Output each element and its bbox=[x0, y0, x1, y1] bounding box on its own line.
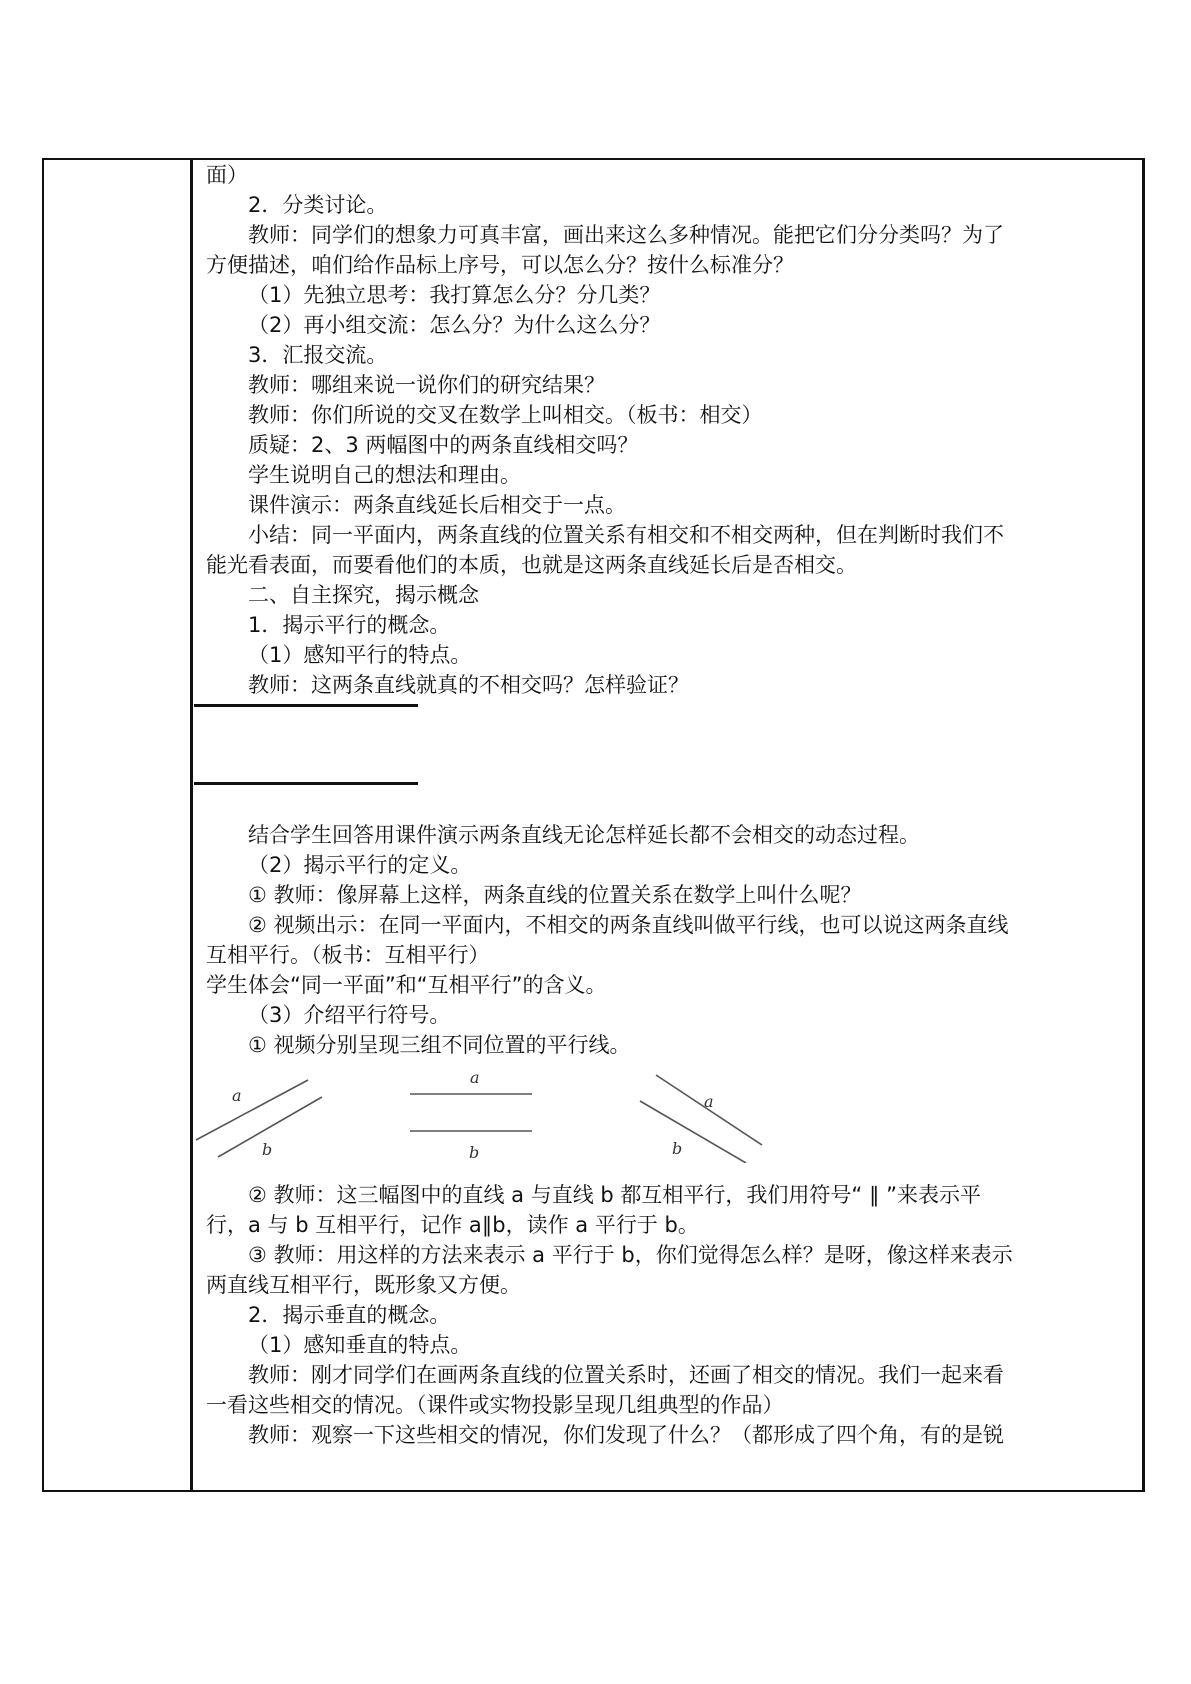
text-line: 3．汇报交流。 bbox=[248, 343, 388, 367]
column-divider bbox=[190, 158, 193, 1492]
text-line: ① 视频分别呈现三组不同位置的平行线。 bbox=[248, 1033, 631, 1057]
text-line: 方便描述，咱们给作品标上序号，可以怎么分？按什么标准分？ bbox=[206, 253, 794, 277]
line-a bbox=[196, 1080, 308, 1140]
figure-diagonal-up bbox=[196, 1080, 322, 1159]
text-line: ③ 教师：用这样的方法来表示 a 平行于 b，你们觉得怎么样？是呀，像这样来表示 bbox=[248, 1243, 1013, 1267]
line-b bbox=[640, 1101, 746, 1163]
text-line: 质疑：2、3 两幅图中的两条直线相交吗？ bbox=[248, 433, 639, 457]
text-line: 能光看表面，而要看他们的本质，也就是这两条直线延长后是否相交。 bbox=[206, 553, 857, 577]
text-line: 教师：同学们的想象力可真丰富，画出来这么多种情况。能把它们分分类吗？为了 bbox=[248, 223, 1004, 247]
line-label-b: b bbox=[262, 1140, 273, 1159]
text-line: 两直线互相平行，既形象又方便。 bbox=[206, 1273, 521, 1297]
text-line: 行，a 与 b 互相平行，记作 a∥b，读作 a 平行于 b。 bbox=[206, 1213, 699, 1237]
text-line: 教师：观察一下这些相交的情况，你们发现了什么？（都形成了四个角，有的是锐 bbox=[248, 1423, 1004, 1447]
text-line: 面） bbox=[206, 163, 248, 187]
line-label-a: a bbox=[232, 1086, 242, 1105]
figure-horizontal bbox=[410, 1068, 532, 1162]
line-label-a: a bbox=[704, 1092, 714, 1111]
text-line: 教师：哪组来说一说你们的研究结果？ bbox=[248, 373, 605, 397]
section-heading: 二、自主探究，揭示概念 bbox=[248, 583, 479, 607]
line-label-b: b bbox=[672, 1139, 683, 1158]
text-line: 2．揭示垂直的概念。 bbox=[248, 1303, 451, 1327]
parallel-line-top bbox=[194, 704, 418, 707]
text-line: 教师：这两条直线就真的不相交吗？怎样验证？ bbox=[248, 673, 689, 697]
text-line: 学生体会“同一平面”和“互相平行”的含义。 bbox=[206, 973, 607, 997]
line-label-a: a bbox=[470, 1068, 480, 1087]
text-line: 课件演示：两条直线延长后相交于一点。 bbox=[248, 493, 626, 517]
text-line: （1）感知平行的特点。 bbox=[248, 643, 472, 667]
text-line: 学生说明自己的想法和理由。 bbox=[248, 463, 521, 487]
text-line: ② 视频出示：在同一平面内，不相交的两条直线叫做平行线，也可以说这两条直线 bbox=[248, 913, 1009, 937]
text-line: 教师：你们所说的交叉在数学上叫相交。（板书：相交） bbox=[248, 403, 763, 427]
figure-diagonal-down bbox=[640, 1075, 762, 1163]
text-line: 2．分类讨论。 bbox=[248, 193, 388, 217]
text-line: ② 教师：这三幅图中的直线 a 与直线 b 都互相平行，我们用符号“ ∥ ”来表示平 bbox=[248, 1183, 982, 1207]
text-line: （3）介绍平行符号。 bbox=[248, 1003, 451, 1027]
text-line: 小结：同一平面内，两条直线的位置关系有相交和不相交两种，但在判断时我们不 bbox=[248, 523, 1004, 547]
parallel-line-bottom bbox=[194, 782, 418, 785]
text-line: 教师：刚才同学们在画两条直线的位置关系时，还画了相交的情况。我们一起来看 bbox=[248, 1363, 1004, 1387]
text-line: 1．揭示平行的概念。 bbox=[248, 613, 451, 637]
text-line: （1）感知垂直的特点。 bbox=[248, 1333, 472, 1357]
text-line: （1）先独立思考：我打算怎么分？分几类？ bbox=[248, 283, 661, 307]
text-line: 结合学生回答用课件演示两条直线无论怎样延长都不会相交的动态过程。 bbox=[248, 823, 920, 847]
parallel-lines-figure bbox=[192, 1063, 792, 1163]
line-label-b: b bbox=[469, 1143, 480, 1162]
text-line: ① 教师：像屏幕上这样，两条直线的位置关系在数学上叫什么呢？ bbox=[248, 883, 862, 907]
text-line: （2）再小组交流：怎么分？为什么这么分？ bbox=[248, 313, 661, 337]
text-line: 互相平行。（板书：互相平行） bbox=[206, 943, 490, 967]
text-line: 一看这些相交的情况。（课件或实物投影呈现几组典型的作品） bbox=[206, 1393, 784, 1417]
text-line: （2）揭示平行的定义。 bbox=[248, 853, 472, 877]
